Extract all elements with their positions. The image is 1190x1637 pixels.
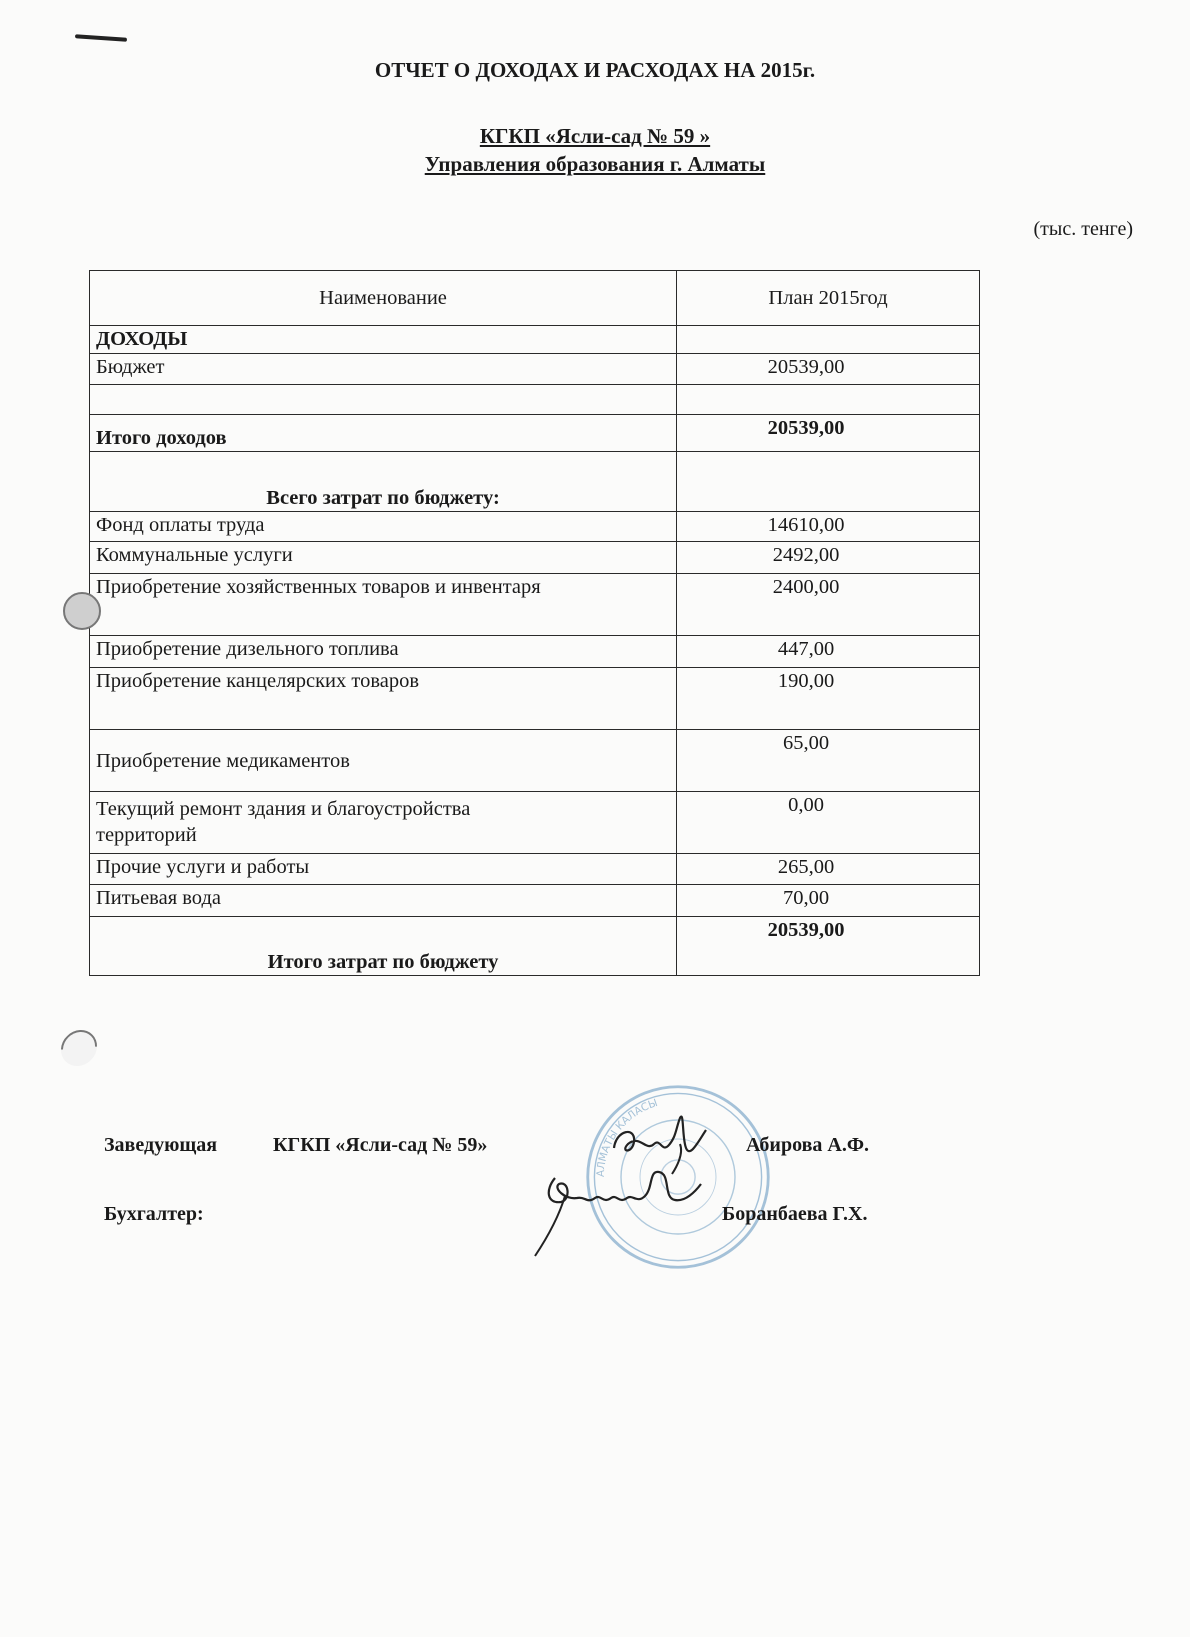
scan-edge-mark <box>75 34 127 42</box>
table-header-row <box>90 271 980 326</box>
report-title: ОТЧЕТ О ДОХОДАХ И РАСХОДАХ НА 2015г. <box>374 58 816 82</box>
expense-value: 14610,00 <box>677 512 980 542</box>
punch-hole <box>63 592 101 630</box>
head-organization: КГКП «Ясли-сад № 59» <box>273 1134 488 1156</box>
expense-value: 2400,00 <box>677 574 980 636</box>
expense-section-row <box>90 452 980 512</box>
budget-label: Бюджет <box>90 354 677 385</box>
empty-row <box>90 385 980 415</box>
table-row <box>90 354 980 385</box>
expense-name: Прочие услуги и работы <box>90 854 677 885</box>
expense-name: Приобретение дизельного топлива <box>90 636 677 668</box>
column-header-name: Наименование <box>90 271 677 326</box>
expense-name-line2: территорий <box>96 824 197 846</box>
income-total-label: Итого доходов <box>90 415 677 452</box>
table-row <box>90 542 980 574</box>
organization-name: КГКП «Ясли-сад № 59 » <box>479 124 711 148</box>
expense-name-line1: Текущий ремонт здания и благоустройства <box>96 798 471 820</box>
table-row <box>90 730 980 792</box>
expense-name: Приобретение хозяйственных товаров и инвентаря <box>90 574 677 636</box>
income-total-value: 20539,00 <box>677 415 980 452</box>
units-label: (тыс. тенге) <box>1033 218 1133 240</box>
accountant-name: Боранбаева Г.Х. <box>722 1203 868 1225</box>
table-row <box>90 885 980 917</box>
expense-name: Приобретение медикаментов <box>90 730 677 792</box>
expense-name: Фонд оплаты труда <box>90 512 677 542</box>
stamp-text: АЛМАТЫ КАЛАСЫ <box>594 1096 660 1178</box>
expense-total-row <box>90 917 980 976</box>
expense-name: Приобретение канцелярских товаров <box>90 668 677 730</box>
table-row <box>90 636 980 668</box>
income-section-label: ДОХОДЫ <box>90 326 677 354</box>
expense-value: 70,00 <box>677 885 980 917</box>
income-section-row <box>90 326 980 354</box>
expense-name: Питьевая вода <box>90 885 677 917</box>
expense-total-label: Итого затрат по бюджету <box>90 917 677 976</box>
expense-value: 65,00 <box>677 730 980 792</box>
table-row <box>90 574 980 636</box>
table-row <box>90 668 980 730</box>
income-total-row <box>90 415 980 452</box>
expense-value: 447,00 <box>677 636 980 668</box>
table-row <box>90 792 980 854</box>
expense-value: 2492,00 <box>677 542 980 574</box>
budget-table <box>89 270 980 976</box>
expense-name <box>90 792 677 854</box>
department-name: Управления образования г. Алматы <box>424 152 766 176</box>
head-role: Заведующая <box>104 1134 218 1156</box>
head-name: Абирова А.Ф. <box>746 1134 869 1156</box>
expense-section-label: Всего затрат по бюджету: <box>90 452 677 512</box>
punch-hole <box>54 1023 105 1074</box>
budget-value: 20539,00 <box>677 354 980 385</box>
table-row <box>90 854 980 885</box>
expense-value: 0,00 <box>677 792 980 854</box>
expense-value: 265,00 <box>677 854 980 885</box>
expense-name: Коммунальные услуги <box>90 542 677 574</box>
expense-total-value: 20539,00 <box>677 917 980 976</box>
table-row <box>90 512 980 542</box>
expense-value: 190,00 <box>677 668 980 730</box>
accountant-signature <box>525 1160 705 1260</box>
column-header-plan: План 2015год <box>677 271 980 326</box>
accountant-role: Бухгалтер: <box>104 1203 204 1225</box>
